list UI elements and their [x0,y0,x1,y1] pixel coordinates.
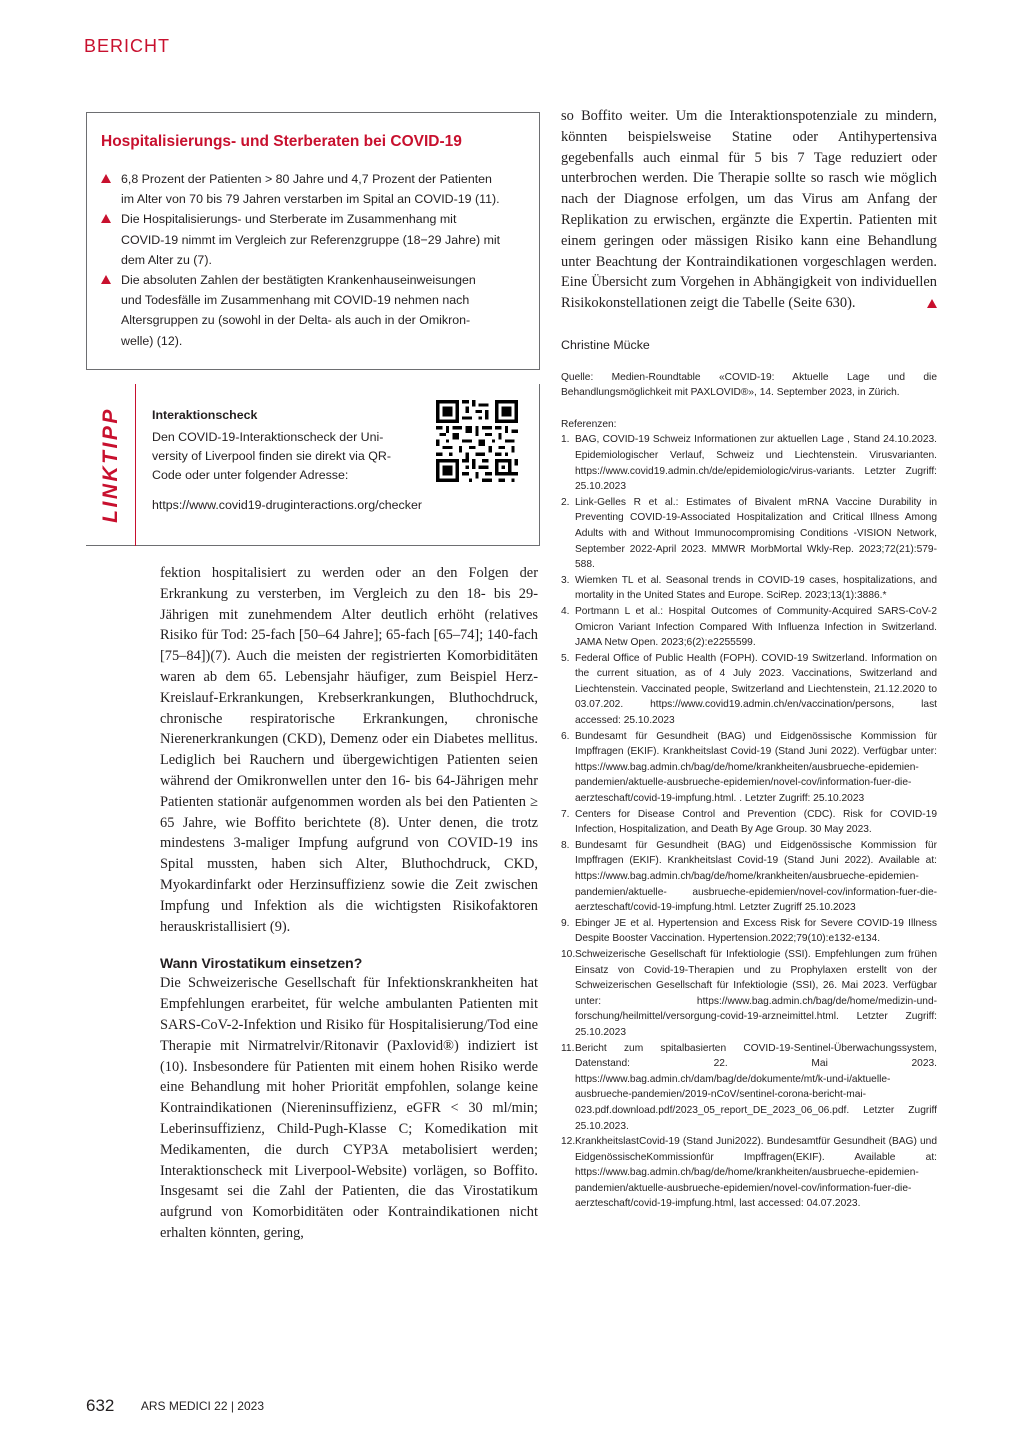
body-paragraph: Die Schweizerische Gesellschaft für Infektionskrankheiten hat Empfehlungen erarbeitet, für welche ambulanten Patienten mit SARS-CoV-2-Infektion und Risiko für Hospitalisierung/Tod eine Therapie mit Nirmatrelvir/Ritonavir (Paxlovid®) indiziert ist (10). Insbesondere für Patienten mit einem hohen Risiko werde eine Behandlung mit hoher Priorität empfohlen, solange keine Kontraindikationen (Niereninsuffizienz, eGFR < 30 ml/min; Leberinsuffizienz, Child-Pugh-Klasse C; Komedikation mit Medikamenten, die durch CYP3A metabolisiert werden; Interaktionscheck mit Liverpool-Website) vorlägen, so Boffito. Insgesamt sei die Zahl der Patienten, die das Virostatikum aufgrund von Komorbiditäten oder Kontraindikationen nicht erhalten könnten, gering, [160,975,538,1241]
body-paragraph: fektion hospitalisiert zu werden oder an den Folgen der Erkrankung zu versterben, im Vergleich zu den 18- bis 29-Jährigen mit zunehmendem Alter deutlich erhöht (relatives Risiko für Tod: 25-fach [50–64 Jahre]; 65-fach [65–74]; 140-fach [75–84])(7). Auch die meisten der registrierten Komorbiditäten waren ab dem 65. Lebensjahr häufiger, zum Beispiel Herz-Kreislauf-Erkrankungen, Krebserkrankungen, Bluthochdruck, chronische respiratorische Erkrankungen, chronische Nierenerkrankungen (CKD), Demenz oder ein Diabetes mellitus. Lediglich bei Rauchern und übergewichtigen Patienten seien während der Omikronwellen unter den 16- bis 64-Jährigen mehr Patienten stationär aufgenommen worden als bei den Patienten ≥ 65 Jahre, wie Boffito berichtete (8). Unter denen, die trotz mindestens 3-maliger Impfung aufgrund von COVID-19 ins Spital mussten, haben sich Alter, Bluthochdruck, CKD, Myokardinfarkt oder Herzinsuffizienz sowie die Zeit zwischen Impfung und Infektion als die wichtigsten Risikofaktoren herauskristallisiert (9). [160,565,538,935]
linktipp-label: LINKTIPP [99,407,122,523]
reference-item: 11. Bericht zum spitalbasierten COVID-19-Sentinel-Überwachungssystem, Datenstand: 22. Mai 2023. https://www.bag.admin.ch/dam/bag/de/dokumente/mt/k-und-i/aktuelle-ausbrueche-pandemien/2019-nCoV/sentinel-corona-bericht-mai-023.pdf.download.pdf/2023_05_report_DE_2023_06_06.pdf. Letzter Zugriff 25.10.2023. [561,1042,937,1132]
right-column [561,106,937,1212]
reference-item: 4. Portmann L et al.: Hospital Outcomes of Community-Acquired SARS-CoV-2 Omicron Variant Infection Compared With Influenza Infection in Switzerland. JAMA Netw Open. 2023;6(2):e2255599. [561,605,937,649]
info-box [86,112,540,370]
references-list [561,432,937,1212]
reference-item: 3. Wiemken TL et al. Seasonal trends in COVID-19 cases, hospitalizations, and mortality in the United States and Europe. SciRep. 2023;13(1):3886.* [561,574,937,602]
linktipp-sidebar [86,384,136,546]
journal-name: ARS MEDICI 22 | 2023 [140,1399,264,1413]
triangle-bullet-icon [101,174,111,183]
triangle-bullet-icon [101,214,111,223]
source-note: Quelle: Medien-Roundtable «COVID-19: Aktuelle Lage und die Behandlungsmöglichkeit mit PAXLOVID®», 14. September 2023, in Zürich. [561,371,937,399]
section-heading: Wann Virostatikum einsetzen? [160,955,363,972]
left-column [160,563,538,1244]
linktipp-url-link[interactable]: https://www.covid19-druginteractions.org/checker [152,498,422,512]
triangle-bullet-icon [101,275,111,284]
body-paragraph: so Boffito weiter. Um die Interaktionspotenziale zu mindern, könnten beispielsweise Statine oder Antihypertensiva gegebenfalls auch einmal für 5 bis 7 Tage reduziert oder unterbrochen werden. Die Therapie sollte so rasch wie möglich nach der Diagnose erfolgen, um das Virus am Anfang der Replikation zu erwischen, ergänzte die Expertin. Patienten mit einem geringen oder mässigen Risiko kann eine Behandlung unter Beachtung der Kontraindikationen vorgeschlagen werden. Eine Übersicht zum Vorgehen in Abhängigkeit von individuellen Risikokonstellationen zeigt die Tabelle (Seite 630). [561,108,937,312]
section-label: BERICHT [84,36,171,56]
info-box-title: Hospitalisierungs- und Sterberaten bei COVID-19 [101,133,462,150]
reference-item: 5. Federal Office of Public Health (FOPH). COVID-19 Switzerland. Information on the current situation, as of 4 July 2023. Vaccinations, Switzerland and Liechtenstein. Vaccinated people, Switzerland and Liechtenstein, 21.12.2020 to 03.07.202. https://www.covid19.admin.ch/en/vaccination/persons, last accessed: 25.10.2023 [561,652,937,727]
reference-item: 8. Bundesamt für Gesundheit (BAG) und Eidgenössische Kommission für Impffragen (EKIF). Krankheitslast Covid-19 (Stand Juni 2022). Available at: https://www.bag.admin.ch/bag/de/home/krankheiten/ausbrueche-epidemien-pandemien/aktuelle- ausbrueche-epidemien/novel-cov/information-fuer-die-aerzteschaft/covid-19-impfung.html. Letzter Zugriff 25.10.2023 [561,839,937,914]
linktipp-text: Den COVID-19-Interaktionscheck der Uni- versity of Liverpool finden sie direkt via QR- Code oder unter folgender Adresse: [152,430,391,483]
info-box-item: Die Hospitalisierungs- und Sterberate im Zusammenhang mit COVID-19 nimmt im Vergleich zur Referenzgruppe (18−29 Jahre) mit dem Alter zu (7). [101,209,523,270]
reference-item: 2. Link-Gelles R et al.: Estimates of Bivalent mRNA Vaccine Durability in Preventing COVID-19-Associated Hospitalization and Critical Illness Among Adults with and Without Immunocompromising Conditions -VISION Network, September 2022-April 2023. MMWR MorbMortal Wkly-Rep. 2023;72(21):579-588. [561,496,937,571]
reference-item: 9. Ebinger JE et al. Hypertension and Excess Risk for Severe COVID-19 Illness Despite Booster Vaccination. Hypertension.2022;79(10):e132-e134. [561,917,937,945]
reference-item: 12. KrankheitslastCovid-19 (Stand Juni2022). Bundesamtfür Gesundheit (BAG) und EidgenössischeKommissionfür Impffragen(EKIF). Available at: https://www.bag.admin.ch/bag/de/home/krankheiten/ausbrueche-epidemien-pandemien/aktuelle-ausbrueche-epidemien/novel-cov/information-fuer-die-aerzteschaft/covid-19-impfung.html, last accessed: 04.07.2023. [561,1136,937,1210]
references-title: Referenzen: [561,418,617,430]
end-triangle-icon [927,299,937,308]
info-box-list [101,169,523,351]
page-number: 632 [86,1396,115,1415]
linktipp-title: Interaktionscheck [152,408,258,422]
linktipp-box [86,384,540,546]
info-box-item: Die absoluten Zahlen der bestätigten Krankenhauseinweisungen und Todesfälle im Zusammenhang mit COVID-19 nehmen nach Altersgruppen zu (sowohl in der Delta- als auch in der Omikron- welle) (12). [101,270,523,351]
reference-item: 6. Bundesamt für Gesundheit (BAG) und Eidgenössische Kommission für Impffragen (EKIF). Krankheitslast Covid-19 (Stand Juni 2022). Verfügbar unter: https://www.bag.admin.ch/bag/de/home/krankheiten/ausbrueche-epidemien-pandemien/aktuelle-ausbrueche-epidemien/novel-cov/information-fuer-die-aerzteschaft/covid-19-impfung.html. . Letzter Zugriff: 25.10.2023 [561,730,937,805]
author: Christine Mücke [561,337,650,352]
reference-item: 7. Centers for Disease Control and Prevention (CDC). Risk for COVID-19 Infection, Hospitalization, and Death By Age Group. 30 May 2023. [561,808,937,836]
page-footer [86,1396,264,1416]
info-box-item: 6,8 Prozent der Patienten > 80 Jahre und 4,7 Prozent der Patienten im Alter von 70 bis 79 Jahren verstarben im Spital an COVID-19 (11). [101,169,523,209]
qr-code-icon [436,400,518,482]
reference-item: 10. Schweizerische Gesellschaft für Infektiologie (SSI). Empfehlungen zum frühen Einsatz von Covid-19-Therapien und zu Prophylaxen erstellt von der Schweizerischen Gesellschaft für Infektiologie (SSI), 26. Mai 2023. Verfügbar unter: https://www.bag.admin.ch/bag/de/home/medizin-und-forschung/heilmittel/versorgung-covid-19-arzneimittel.html. Letzter Zugriff: 25.10.2023 [561,948,937,1038]
reference-item: 1. BAG, COVID-19 Schweiz Informationen zur aktuellen Lage , Stand 24.10.2023. Epidemiologischer Verlauf, Schweiz und Liechtenstein. Virusvarianten. https://www.covid19.admin.ch/de/epidemiologic/virus-variants. Letzter Zugriff: 25.10.2023 [561,434,937,493]
